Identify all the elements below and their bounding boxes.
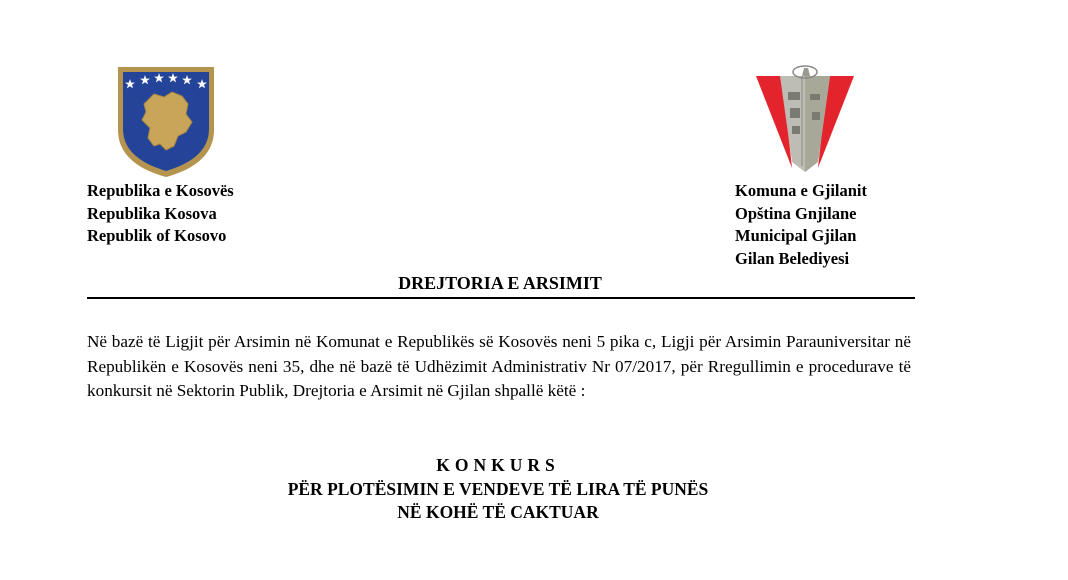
announcement-title-line: KONKURS (436, 455, 560, 475)
header-right-line: Gilan Belediyesi (735, 248, 850, 268)
header-right-line: Municipal Gjilan (735, 226, 857, 245)
header-left-line: Republika e Kosovës (87, 181, 234, 200)
announcement-title (0, 454, 996, 525)
announcement-title-line: NË KOHË TË CAKTUAR (397, 502, 599, 522)
department-title: DREJTORIA E ARSIMIT (398, 273, 602, 293)
header-left-names (87, 180, 234, 248)
header-right-names (735, 180, 867, 270)
header-divider (87, 297, 915, 299)
header-right-line: Opština Gnjilane (735, 203, 857, 223)
header-left-line: Republik of Kosovo (87, 226, 227, 245)
header-right-line: Komuna e Gjilanit (735, 181, 868, 200)
gjilan-municipality-emblem-icon (752, 62, 858, 174)
kosovo-coat-of-arms-icon (114, 64, 218, 180)
intro-paragraph: Në bazë të Ligjit për Arsimin në Komunat e Republikës së Kosovës neni 5 pika c, Ligji për Arsimin Parauniversitar në Republikën e Kosovës neni 35, dhe në bazë të Udhëzimit Administrativ Nr 07/2017, për Rregullimin e procedurave të konkursit në Sektorin Publik, Drejtoria e Arsimit në Gjilan shpallë këtë : (87, 332, 911, 400)
announcement-title-line: PËR PLOTËSIMIN E VENDEVE TË LIRA TË PUNËS (287, 478, 709, 499)
header-left-line: Republika Kosova (87, 203, 217, 223)
